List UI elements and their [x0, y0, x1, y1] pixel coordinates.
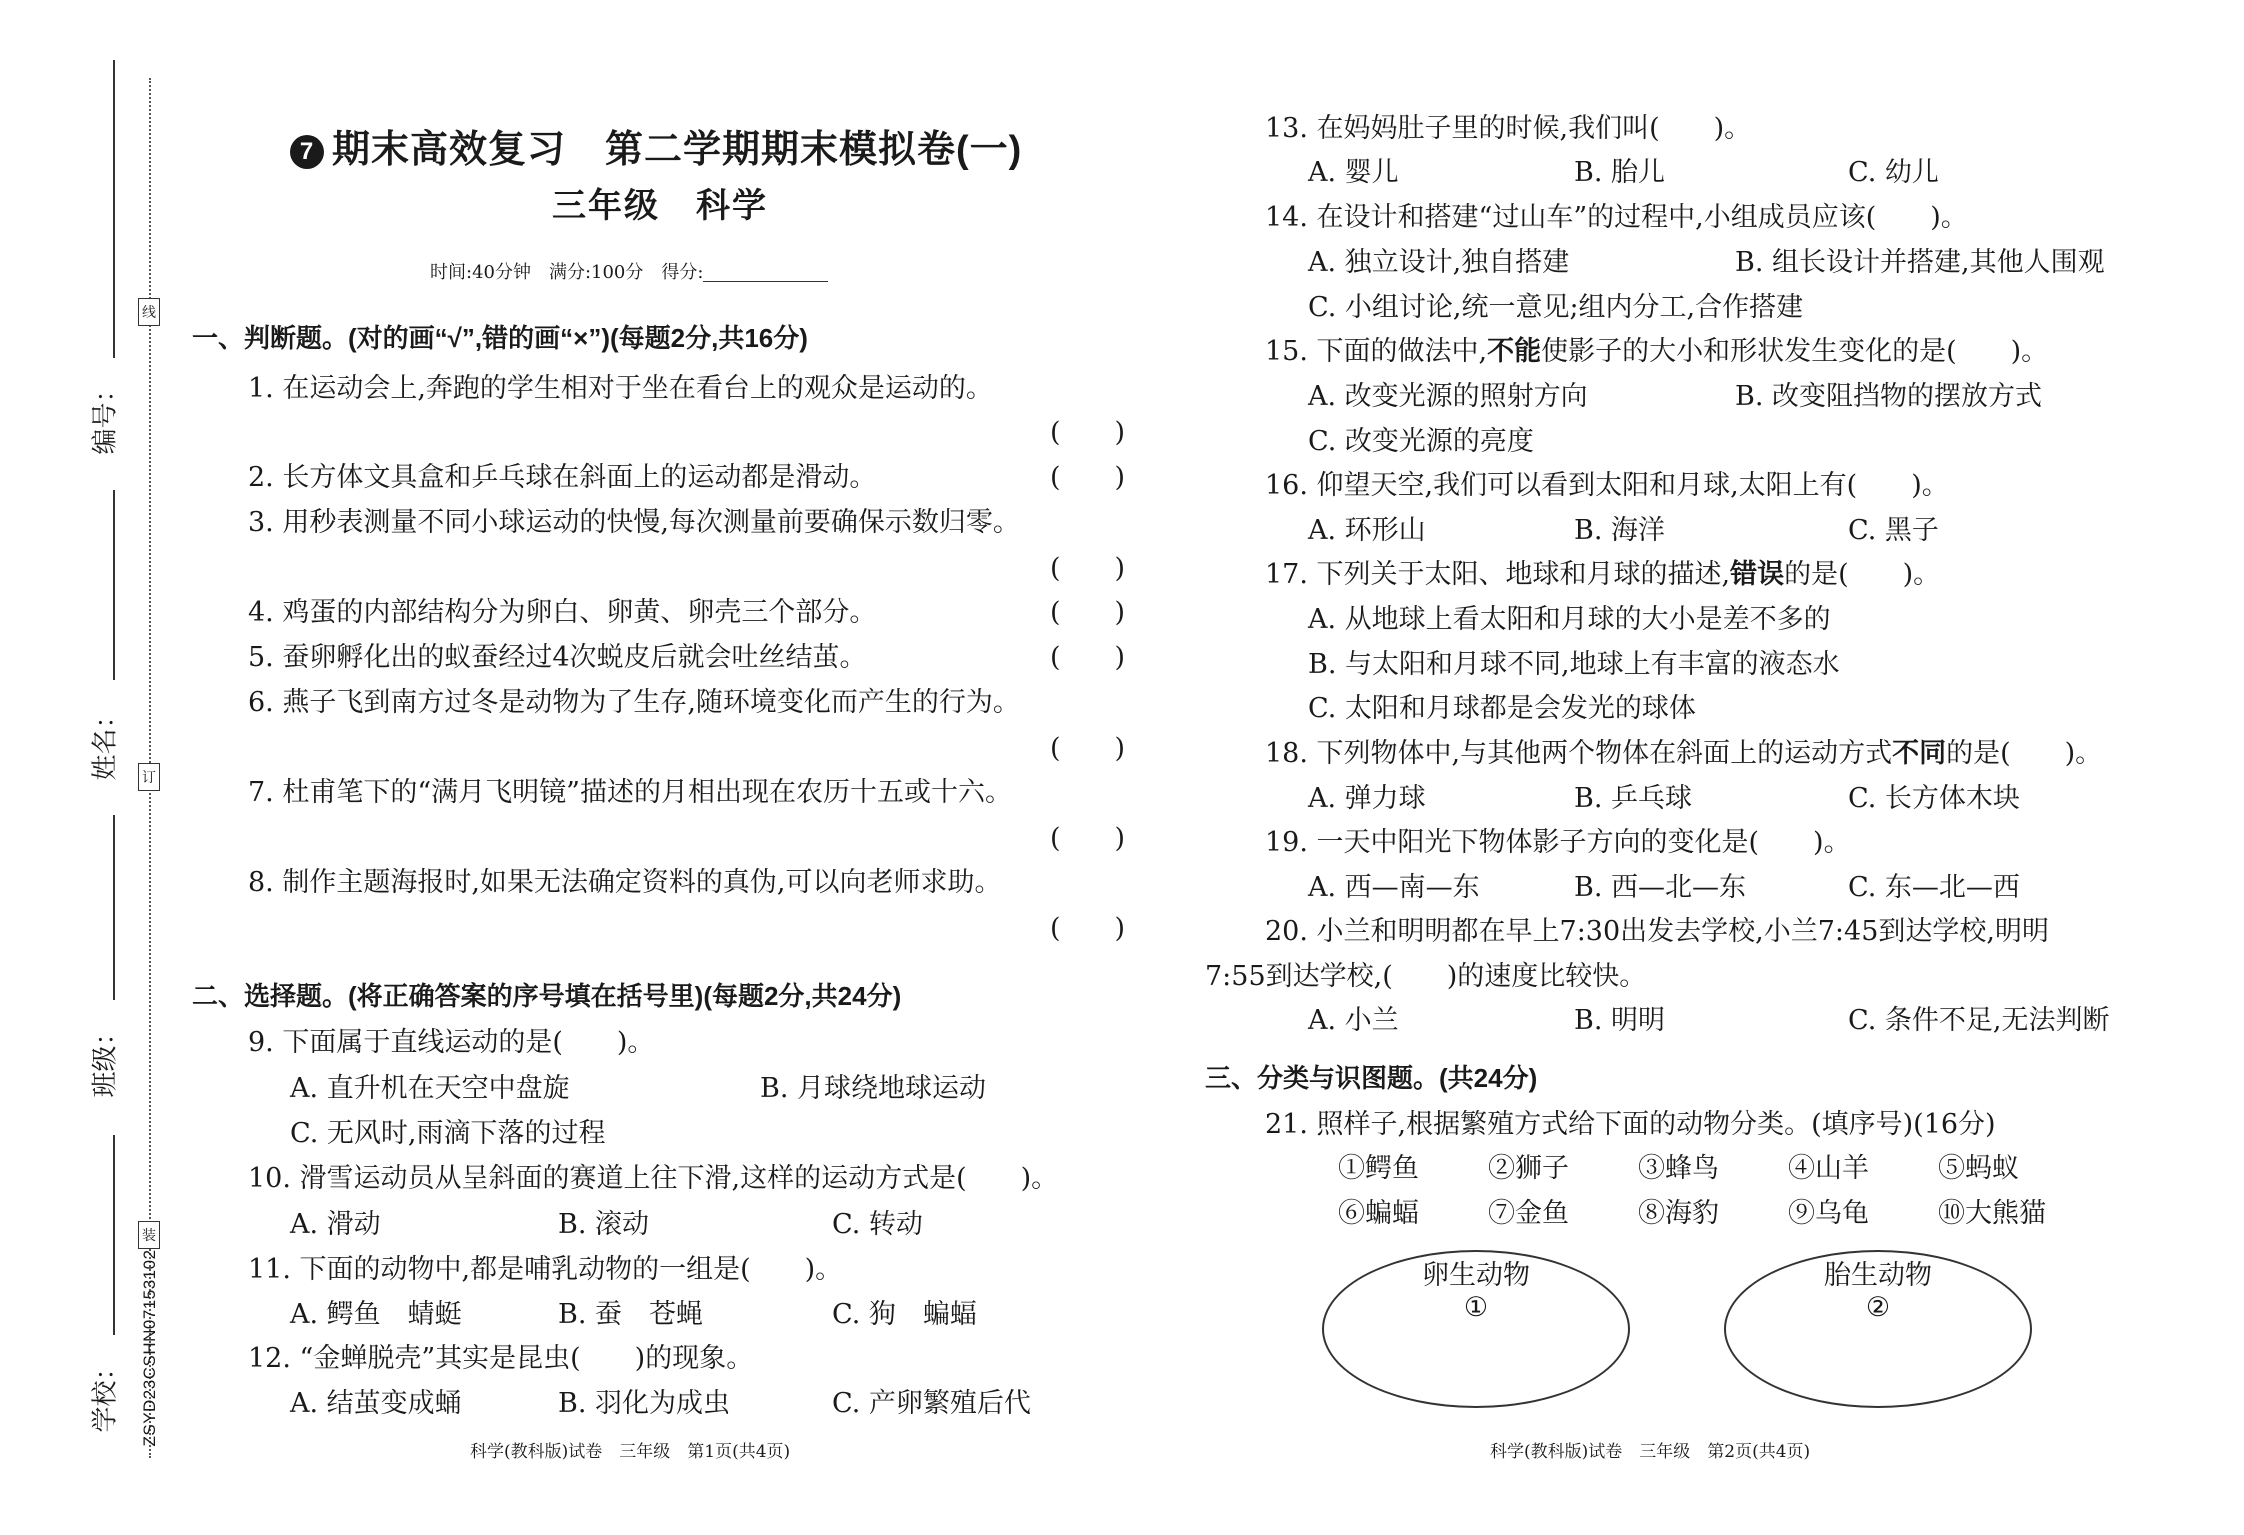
- animal-6: ⑥蝙蝠: [1338, 1198, 1419, 1229]
- answer-paren-q5: ( ): [1050, 642, 1126, 673]
- choice-q15: [1265, 329, 2048, 368]
- viviparous-label: 胎生动物: [1824, 1260, 1932, 1291]
- q20-option-c: C. 条件不足,无法判断: [1848, 1005, 2110, 1036]
- class-label: 班级：: [90, 1019, 121, 1098]
- answer-paren-q6: ( ): [1050, 733, 1126, 764]
- q18-text-pre: 18. 下列物体中,与其他两个物体在斜面上的运动方式: [1265, 738, 1893, 769]
- q9-option-c: C. 无风时,雨滴下落的过程: [290, 1118, 606, 1149]
- choice-q20-line1: 20. 小兰和明明都在早上7:30出发去学校,小兰7:45到达学校,明明: [1265, 916, 2049, 947]
- q12-option-c: C. 产卵繁殖后代: [832, 1388, 1031, 1419]
- title-text: 期末高效复习 第二学期期末模拟卷(一): [332, 129, 1023, 171]
- q10-option-a: A. 滑动: [290, 1209, 381, 1240]
- answer-paren-q4: ( ): [1050, 597, 1126, 628]
- q11-option-c: C. 狗 蝙蝠: [832, 1299, 977, 1330]
- q16-option-c: C. 黑子: [1848, 515, 1939, 546]
- choice-q17: [1265, 552, 1940, 591]
- name-label: 姓名：: [90, 702, 121, 781]
- choice-q11: 11. 下面的动物中,都是哺乳动物的一组是( )。: [248, 1254, 843, 1285]
- q16-option-a: A. 环形山: [1308, 515, 1426, 546]
- judge-q6: 6. 燕子飞到南方过冬是动物为了生存,随环境变化而产生的行为。: [248, 687, 1020, 718]
- judge-q1: 1. 在运动会上,奔跑的学生相对于坐在看台上的观众是运动的。: [248, 373, 993, 404]
- q13-option-b: B. 胎儿: [1574, 157, 1666, 188]
- q15-option-b: B. 改变阻挡物的摆放方式: [1735, 381, 2043, 412]
- classify-q21: 21. 照样子,根据繁殖方式给下面的动物分类。(填序号)(16分): [1265, 1109, 1996, 1140]
- exam-code: ZSYD23CSHN07153102: [140, 1249, 159, 1447]
- section3-heading: 三、分类与识图题。(共24分): [1205, 1063, 1538, 1093]
- q17-option-c: C. 太阳和月球都是会发光的球体: [1308, 693, 1696, 724]
- q14-option-c: C. 小组讨论,统一意见;组内分工,合作搭建: [1308, 292, 1804, 323]
- oviparous-example: ①: [1463, 1292, 1489, 1323]
- school-label: 学校：: [90, 1354, 121, 1433]
- q20-option-a: A. 小兰: [1308, 1005, 1399, 1036]
- q18-option-c: C. 长方体木块: [1848, 783, 2020, 814]
- choice-q10: 10. 滑雪运动员从呈斜面的赛道上往下滑,这样的运动方式是( )。: [248, 1163, 1059, 1194]
- q15-text-post: 使影子的大小和形状发生变化的是( )。: [1541, 336, 2049, 367]
- section2-heading: 二、选择题。(将正确答案的序号填在括号里)(每题2分,共24分): [192, 981, 902, 1011]
- page-subtitle: 三年级 科学: [552, 187, 768, 225]
- q20-option-b: B. 明明: [1574, 1005, 1666, 1036]
- score-field: [703, 264, 828, 282]
- choice-q14: 14. 在设计和搭建“过山车”的过程中,小组成员应该( )。: [1265, 202, 1968, 233]
- school-write-line: [113, 1135, 115, 1335]
- answer-paren-q3: ( ): [1050, 553, 1126, 584]
- judge-q3: 3. 用秒表测量不同小球运动的快慢,每次测量前要确保示数归零。: [248, 507, 1020, 538]
- judge-q4: 4. 鸡蛋的内部结构分为卵白、卵黄、卵壳三个部分。: [248, 597, 877, 628]
- q10-option-c: C. 转动: [832, 1209, 923, 1240]
- q19-option-a: A. 西—南—东: [1308, 872, 1480, 903]
- judge-q5: 5. 蚕卵孵化出的蚁蚕经过4次蜕皮后就会吐丝结茧。: [248, 642, 867, 673]
- exam-info: [430, 258, 828, 284]
- viviparous-example: ②: [1865, 1292, 1891, 1323]
- answer-paren-q1: ( ): [1050, 417, 1126, 448]
- animal-8: ⑧海豹: [1638, 1198, 1719, 1229]
- class-write-line: [113, 815, 115, 1000]
- q13-option-a: A. 婴儿: [1308, 157, 1399, 188]
- q12-option-a: A. 结茧变成蛹: [290, 1388, 462, 1419]
- q17-text-pre: 17. 下列关于太阳、地球和月球的描述,: [1265, 559, 1731, 590]
- q19-option-c: C. 东—北—西: [1848, 872, 2020, 903]
- exam-info-text: 时间:40分钟 满分:100分 得分:: [430, 262, 704, 283]
- q19-option-b: B. 西—北—东: [1574, 872, 1747, 903]
- q18-option-b: B. 乒乓球: [1574, 783, 1693, 814]
- q9-option-b: B. 月球绕地球运动: [760, 1073, 987, 1104]
- q10-option-b: B. 滚动: [558, 1209, 650, 1240]
- q9-option-a: A. 直升机在天空中盘旋: [290, 1073, 570, 1104]
- q14-option-a: A. 独立设计,独自搭建: [1308, 247, 1570, 278]
- q15-option-a: A. 改变光源的照射方向: [1308, 381, 1588, 412]
- animal-4: ④山羊: [1788, 1153, 1869, 1184]
- animal-5: ⑤蚂蚁: [1938, 1153, 2019, 1184]
- binding-mark-xian: 线: [138, 298, 160, 326]
- choice-q9: 9. 下面属于直线运动的是( )。: [248, 1027, 655, 1058]
- q12-option-b: B. 羽化为成虫: [558, 1388, 731, 1419]
- answer-paren-q7: ( ): [1050, 823, 1126, 854]
- q15-text-bold: 不能: [1487, 336, 1542, 367]
- q18-option-a: A. 弹力球: [1308, 783, 1426, 814]
- answer-paren-q8: ( ): [1050, 913, 1126, 944]
- animal-3: ③蜂鸟: [1638, 1153, 1719, 1184]
- animal-7: ⑦金鱼: [1488, 1198, 1569, 1229]
- q11-option-b: B. 蚕 苍蝇: [558, 1299, 704, 1330]
- footer-right: 科学(教科版)试卷 三年级 第2页(共4页): [1490, 1442, 1811, 1462]
- judge-q8: 8. 制作主题海报时,如果无法确定资料的真伪,可以向老师求助。: [248, 867, 1002, 898]
- animal-2: ②狮子: [1488, 1153, 1569, 1184]
- choice-q16: 16. 仰望天空,我们可以看到太阳和月球,太阳上有( )。: [1265, 470, 1949, 501]
- footer-left: 科学(教科版)试卷 三年级 第1页(共4页): [470, 1442, 791, 1462]
- q17-option-a: A. 从地球上看太阳和月球的大小是差不多的: [1308, 604, 1831, 635]
- judge-q7: 7. 杜甫笔下的“满月飞明镜”描述的月相出现在农历十五或十六。: [248, 777, 1012, 808]
- choice-q13: 13. 在妈妈肚子里的时候,我们叫( )。: [1265, 113, 1752, 144]
- choice-q20-line2: 7:55到达学校,( )的速度比较快。: [1205, 961, 1647, 992]
- q17-text-post: 的是( )。: [1784, 559, 1941, 590]
- number-label: 编号：: [90, 376, 121, 455]
- number-write-line: [113, 60, 115, 358]
- judge-q2: 2. 长方体文具盒和乒乓球在斜面上的运动都是滑动。: [248, 462, 877, 493]
- section1-heading: 一、判断题。(对的画“√”,错的画“×”)(每题2分,共16分): [192, 323, 808, 353]
- choice-q12: 12. “金蝉脱壳”其实是昆虫( )的现象。: [248, 1343, 754, 1374]
- oviparous-label: 卵生动物: [1422, 1260, 1530, 1291]
- q11-option-a: A. 鳄鱼 蜻蜓: [290, 1299, 462, 1330]
- binding-mark-zhuang: 装: [138, 1221, 160, 1249]
- answer-paren-q2: ( ): [1050, 462, 1126, 493]
- choice-q19: 19. 一天中阳光下物体影子方向的变化是( )。: [1265, 827, 1851, 858]
- q14-option-b: B. 组长设计并搭建,其他人围观: [1735, 247, 2105, 278]
- q17-text-bold: 错误: [1730, 559, 1785, 590]
- animal-9: ⑨乌龟: [1788, 1198, 1869, 1229]
- page-title: [290, 118, 1022, 173]
- q15-option-c: C. 改变光源的亮度: [1308, 426, 1534, 457]
- q17-option-b: B. 与太阳和月球不同,地球上有丰富的液态水: [1308, 649, 1840, 680]
- choice-q18: [1265, 731, 2102, 770]
- binding-mark-ding: 订: [138, 763, 160, 791]
- q18-text-bold: 不同: [1892, 738, 1947, 769]
- q13-option-c: C. 幼儿: [1848, 157, 1939, 188]
- name-write-line: [113, 490, 115, 680]
- animal-1: ①鳄鱼: [1338, 1153, 1419, 1184]
- q15-text-pre: 15. 下面的做法中,: [1265, 336, 1488, 367]
- q18-text-post: 的是( )。: [1946, 738, 2103, 769]
- badge-number: 7: [290, 135, 324, 169]
- q16-option-b: B. 海洋: [1574, 515, 1666, 546]
- animal-10: ⑩大熊猫: [1938, 1198, 2046, 1229]
